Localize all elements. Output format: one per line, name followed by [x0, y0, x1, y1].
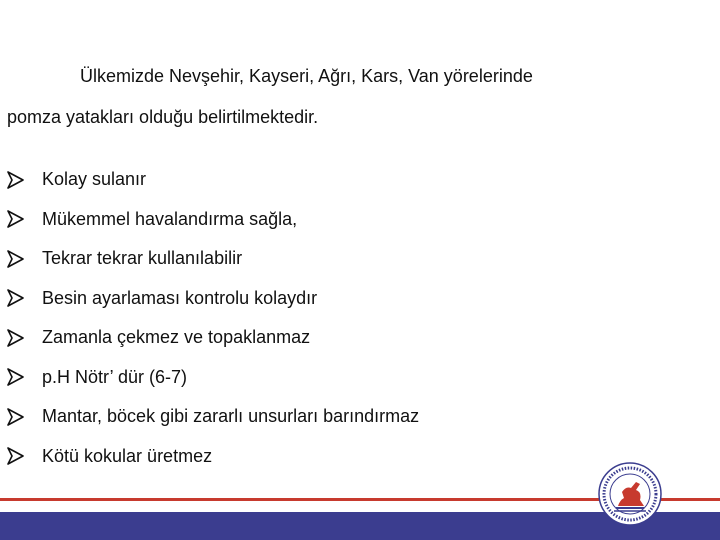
arrowhead-bullet-icon — [6, 329, 42, 347]
bullet-text: Mükemmel havalandırma sağla, — [42, 208, 298, 229]
bullet-item — [6, 239, 419, 279]
arrowhead-bullet-icon — [6, 171, 42, 189]
bullet-item — [6, 200, 419, 240]
arrowhead-bullet-icon — [6, 447, 42, 465]
bullet-text: Tekrar tekrar kullanılabilir — [42, 248, 243, 269]
bullet-list — [6, 160, 419, 476]
arrowhead-bullet-icon — [6, 408, 42, 426]
intro-text-line1: Ülkemizde Nevşehir, Kayseri, Ağrı, Kars, Van yörelerinde — [80, 66, 533, 86]
bullet-item — [6, 437, 419, 477]
bullet-item — [6, 397, 419, 437]
arrowhead-bullet-icon — [6, 289, 42, 307]
bullet-item — [6, 160, 419, 200]
bullet-text: Kolay sulanır — [42, 169, 147, 190]
bullet-text: Mantar, böcek gibi zararlı unsurları barındırmaz — [42, 406, 420, 427]
bullet-item — [6, 318, 419, 358]
bullet-text: p.H Nötr’ dür (6-7) — [42, 366, 188, 387]
bullet-item — [6, 358, 419, 398]
intro-text-line2: pomza yatakları olduğu belirtilmektedir. — [7, 107, 319, 127]
arrowhead-bullet-icon — [6, 250, 42, 268]
bullet-text: Zamanla çekmez ve topaklanmaz — [42, 327, 311, 348]
bullet-text: Besin ayarlaması kontrolu kolaydır — [42, 287, 318, 308]
arrowhead-bullet-icon — [6, 210, 42, 228]
university-seal-icon — [598, 462, 662, 526]
bullet-item — [6, 279, 419, 319]
bullet-text: Kötü kokular üretmez — [42, 445, 213, 466]
arrowhead-bullet-icon — [6, 368, 42, 386]
